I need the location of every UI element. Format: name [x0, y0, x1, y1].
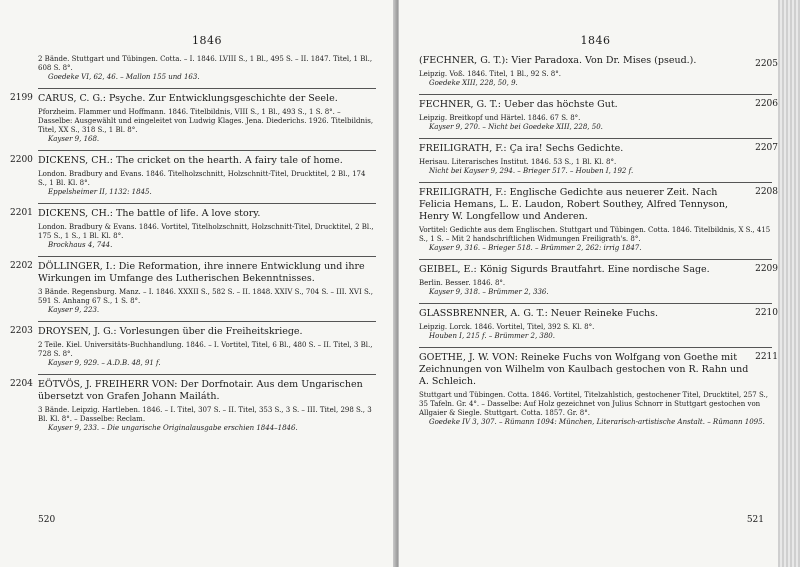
- entry-heading: CARUS, C. G.: Psyche. Zur Entwicklungsgeschichte der Seele.: [38, 93, 338, 104]
- entry-references: Nicht bei Kayser 9, 294. – Brieger 517. – Houben I, 192 f.: [429, 167, 634, 175]
- entry-number: 2203: [10, 326, 33, 336]
- entry-heading: (FECHNER, G. T.): Vier Paradoxa. Von Dr. Mises (pseud.).: [419, 55, 697, 66]
- entry-heading: EÖTVÖS, J. FREIHERR VON: Der Dorfnotair. Aus dem Ungarischen übersetzt von Grafen Johann Mailáth.: [38, 379, 363, 402]
- entry-references: Eppelsheimer II, 1132: 1845.: [48, 188, 152, 196]
- entry-heading: FREILIGRATH, F.: Ça ira! Sechs Gedichte.: [419, 143, 624, 154]
- entry-heading: FREILIGRATH, F.: Englische Gedichte aus neuerer Zeit. Nach Felicia Hemans, L. E. Laudon, Robert Southey, Alfred Tennyson, Henry W. Longfellow und Anderen.: [419, 187, 729, 222]
- entry-imprint: Leipzig. Breitkopf und Härtel. 1846. 67 S. 8°.: [419, 114, 581, 122]
- entry: [10, 150, 376, 203]
- entry-heading: GOETHE, J. W. VON: Reineke Fuchs von Wolfgang von Goethe mit Zeichnungen von Wilhelm von Kaulbach gestochen von R. Rahn und A. Schleich.: [419, 352, 749, 387]
- entry-imprint: 3 Bände. Leipzig. Hartleben. 1846. – I. Titel, 307 S. – II. Titel, 353 S., 3 S. – III. Titel, 298 S., 3 Bl. Kl. 8°. – Dasselbe: Reclam.: [38, 406, 372, 423]
- entry: [10, 88, 376, 150]
- entry: [419, 55, 778, 94]
- running-head: 1846: [192, 34, 222, 47]
- left-page: [0, 0, 398, 567]
- entry-imprint: Pforzheim. Flammer und Hoffmann. 1846. Titelbildnis, VIII S., 1 Bl., 493 S., 1 S. 8°. – Dasselbe: Ausgewählt und eingeleitet von Ludwig Klages. Jena. Diederichs. 1926. Titelbildnis, Titel, XX S., 318 S., 1 Bl. 8°.: [38, 108, 374, 134]
- entry-references: Goedeke XIII, 228, 50, 9.: [429, 79, 518, 87]
- entry-references: Goedeke IV 3, 307. – Rümann 1094: München, Literarisch-artistische Anstalt. – Rümann 1095.: [429, 418, 765, 426]
- entry-references: Kayser 9, 168.: [48, 135, 100, 143]
- entry-references: Brockhaus 4, 744.: [48, 241, 113, 249]
- entry-number: 2204: [10, 379, 33, 389]
- entry: [419, 94, 778, 138]
- entry-imprint: London. Bradbury and Evans. 1846. Titelholzschnitt, Holzschnitt-Titel, Drucktitel, 2 Bl., 174 S., 1 Bl. Kl. 8°.: [38, 170, 366, 187]
- entry-number: 2209: [755, 264, 778, 274]
- entry-references: Kayser 9, 233. – Die ungarische Originalausgabe erschien 1844–1846.: [48, 424, 298, 432]
- entry-imprint: 3 Bände. Regensburg. Manz. – I. 1846. XXXII S., 582 S. – II. 1848. XXIV S., 704 S. – III. XVI S., 591 S. Anhang 67 S., 1 S. 8°.: [38, 288, 373, 305]
- right-page: [398, 0, 794, 567]
- entry: [419, 303, 778, 347]
- entry-references: Kayser 9, 316. – Brieger 518. – Brümmer 2, 262: irrig 1847.: [429, 244, 642, 252]
- entry-heading: DROYSEN, J. G.: Vorlesungen über die Freiheitskriege.: [38, 326, 303, 337]
- entry-imprint: Stuttgart und Tübingen. Cotta. 1846. Vortitel, Titelzahlstich, gestochener Titel, Drucktitel, 257 S., 35 Tafeln. Gr. 4°. – Dasselbe: Auf Holz gezeichnet von Julius Schnorr in Stuttgart gestochen von Allgaier & Siegle. Stuttgart. Cotta. 1857. Gr. 8°.: [419, 391, 768, 417]
- entry-number: 2205: [755, 59, 778, 69]
- entry-references: Kayser 9, 270. – Nicht bei Goedeke XIII, 228, 50.: [429, 123, 603, 131]
- running-head: 1846: [580, 34, 611, 47]
- entry-number: 2200: [10, 155, 33, 165]
- entry-number: 2210: [755, 308, 778, 318]
- entry-number: 2199: [10, 93, 33, 103]
- entry: [10, 374, 376, 439]
- entry-heading: GEIBEL, E.: König Sigurds Brautfahrt. Eine nordische Sage.: [419, 264, 710, 275]
- entry-number: 2207: [755, 143, 778, 153]
- entry-imprint: Berlin. Besser. 1846. 8°.: [419, 279, 506, 287]
- entry-number: 2201: [10, 208, 33, 218]
- entry: [419, 182, 778, 259]
- entry-imprint: Herisau. Literarisches Institut. 1846. 53 S., 1 Bl. Kl. 8°.: [419, 158, 617, 166]
- entry: [10, 321, 376, 374]
- entry: [38, 55, 376, 88]
- entry-imprint: London. Bradbury & Evans. 1846. Vortitel, Titelholzschnitt, Holzschnitt-Titel, Drucktitel, 2 Bl., 175 S., 1 S., 1 Bl. Kl. 8°.: [38, 223, 374, 240]
- entry-heading: DICKENS, CH.: The battle of life. A love story.: [38, 208, 261, 219]
- entry-number: 2206: [755, 99, 778, 109]
- entry: [419, 259, 778, 303]
- entry-heading: DÖLLINGER, I.: Die Reformation, ihre innere Entwicklung und ihre Wirkungen im Umfange des Lutherischen Bekenntnisses.: [38, 261, 365, 284]
- entry: [419, 138, 778, 182]
- entry-references: Goedeke VI, 62, 46. – Mallon 155 und 163.: [48, 73, 200, 81]
- entry: [419, 347, 778, 433]
- entry-imprint: Leipzig. Lorck. 1846. Vortitel, Titel, 392 S. Kl. 8°.: [419, 323, 595, 331]
- entry: [10, 256, 376, 321]
- entry-references: Kayser 9, 223.: [48, 306, 100, 314]
- entry-references: Kayser 9, 929. – A.D.B. 48, 91 f.: [48, 359, 161, 367]
- entry-imprint: Vortitel: Gedichte aus dem Englischen. Stuttgart und Tübingen. Cotta. 1846. Titelbildnis, X S., 415 S., 1 S. – Mit 2 handschriftlichen Widmungen Freiligrath's. 8°.: [419, 226, 771, 243]
- entry-imprint: 2 Bände. Stuttgart und Tübingen. Cotta. – I. 1846. LVIII S., 1 Bl., 495 S. – II. 1847. Titel, 1 Bl., 608 S. 8°.: [38, 55, 373, 72]
- page-edge: [778, 0, 800, 567]
- entry-number: 2211: [755, 352, 778, 362]
- entry: [10, 203, 376, 256]
- entry-imprint: Leipzig. Voß. 1846. Titel, 1 Bl., 92 S. 8°.: [419, 70, 561, 78]
- entry-number: 2202: [10, 261, 33, 271]
- page-number: 520: [38, 515, 56, 525]
- entry-references: Kayser 9, 318. – Brümmer 2, 336.: [429, 288, 549, 296]
- entry-heading: FECHNER, G. T.: Ueber das höchste Gut.: [419, 99, 618, 110]
- entry-imprint: 2 Teile. Kiel. Universitäts-Buchhandlung. 1846. – I. Vortitel, Titel, 6 Bl., 480 S. – II. Titel, 3 Bl., 728 S. 8°.: [38, 341, 373, 358]
- entry-references: Houben I, 215 f. – Brümmer 2, 380.: [429, 332, 555, 340]
- page-number: 521: [746, 515, 764, 525]
- entry-heading: DICKENS, CH.: The cricket on the hearth. A fairy tale of home.: [38, 155, 343, 166]
- entry-heading: GLASSBRENNER, A. G. T.: Neuer Reineke Fuchs.: [419, 308, 659, 319]
- entry-number: 2208: [755, 187, 778, 197]
